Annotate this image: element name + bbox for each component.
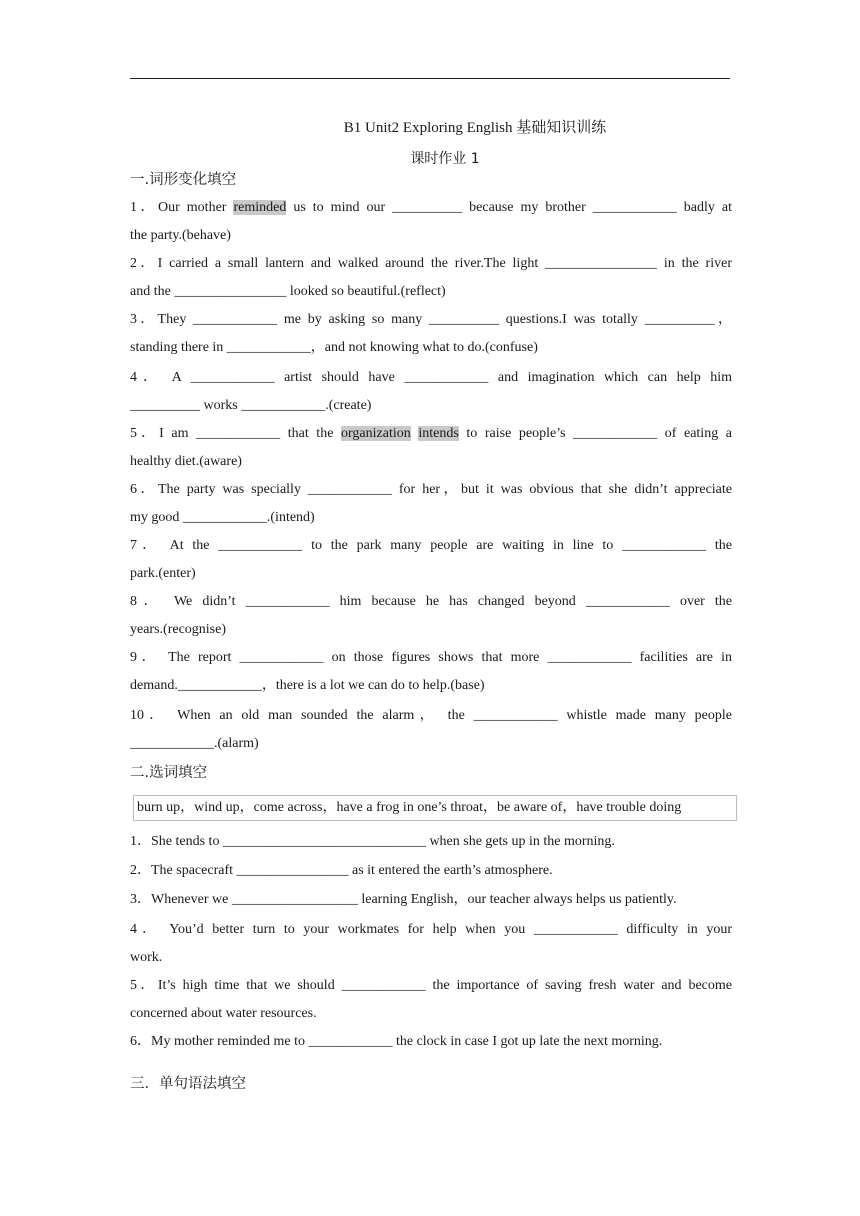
question-line <box>130 644 732 672</box>
section1-question-2 <box>130 250 732 306</box>
highlighted-word: organization <box>341 426 411 441</box>
section1-question-5 <box>130 420 732 476</box>
question-line <box>130 672 732 700</box>
question-line <box>130 702 732 730</box>
section2-heading: 二.选词填空 <box>130 765 208 781</box>
section1-question-3 <box>130 306 732 362</box>
question-text: 10． When an old man sounded the alarm， the ____________ whistle made many people <box>130 708 732 723</box>
highlighted-word: intends <box>418 426 459 441</box>
page-title: B1 Unit2 Exploring English 基础知识训练 <box>343 120 607 136</box>
section1-question-9 <box>130 644 732 700</box>
section1-question-6 <box>130 476 732 532</box>
question-text: demand.____________，there is a lot we can do to help.(base) <box>130 678 485 693</box>
section2-question-6 <box>130 1028 732 1056</box>
question-text: my good ____________.(intend) <box>130 510 315 525</box>
question-line <box>130 194 732 222</box>
question-line <box>130 730 732 758</box>
section1-question-7 <box>130 532 732 588</box>
question-line <box>130 857 732 885</box>
question-line <box>130 588 732 616</box>
question-line <box>130 1000 732 1028</box>
question-text: to raise people’s ____________ of eating a <box>458 426 732 441</box>
question-text: 1．Our mother <box>130 200 234 215</box>
header-rule <box>130 78 730 79</box>
section1-question-8 <box>130 588 732 644</box>
question-text: and the ________________ looked so beautiful.(reflect) <box>130 284 446 299</box>
question-line <box>130 334 732 362</box>
question-line <box>130 1028 732 1056</box>
page-subtitle: 课时作业 1 <box>410 151 480 167</box>
question-line <box>130 828 732 856</box>
highlighted-word: reminded <box>233 200 287 215</box>
question-line <box>130 972 732 1000</box>
question-line <box>130 504 732 532</box>
section1-question-1 <box>130 194 732 250</box>
question-line <box>130 222 732 250</box>
question-text: 9． The report ____________ on those figures shows that more ____________ facilities are in <box>130 650 732 665</box>
question-text: 3．They ____________ me by asking so many __________ questions.I was totally __________， <box>130 312 732 327</box>
question-text: work. <box>130 950 163 965</box>
question-line <box>130 448 732 476</box>
section1-heading: 一.词形变化填空 <box>130 172 237 188</box>
question-line <box>130 278 732 306</box>
question-line <box>130 916 732 944</box>
question-text: 7． At the ____________ to the park many people are waiting in line to ____________ the <box>130 538 732 553</box>
question-text: 4． You’d better turn to your workmates for help when you ____________ difficulty in your <box>130 922 732 937</box>
question-line <box>130 306 732 334</box>
section2-question-5 <box>130 972 732 1028</box>
question-text: us to mind our __________ because my brother ____________ badly at <box>286 200 732 215</box>
question-text: __________ works ____________.(create) <box>130 398 372 413</box>
question-text: 2．The spacecraft ________________ as it entered the earth’s atmosphere. <box>130 863 553 878</box>
section2-question-1 <box>130 828 732 856</box>
question-text: 4． A ____________ artist should have ____________ and imagination which can help him <box>130 370 732 385</box>
question-line <box>130 392 732 420</box>
section2-question-3 <box>130 886 732 914</box>
question-line <box>130 250 732 278</box>
question-text: 6．My mother reminded me to ____________ the clock in case I got up late the next morning. <box>130 1034 663 1049</box>
question-text: 5．It’s high time that we should ____________ the importance of saving fresh water and become <box>130 978 732 993</box>
question-text: 8． We didn’t ____________ him because he has changed beyond ____________ over the <box>130 594 732 609</box>
question-line <box>130 420 732 448</box>
question-text: 5．I am ____________ that the <box>130 426 342 441</box>
question-line <box>130 944 732 972</box>
question-text: concerned about water resources. <box>130 1006 317 1021</box>
question-text: 3．Whenever we __________________ learning English，our teacher always helps us patiently. <box>130 892 677 907</box>
question-line <box>130 560 732 588</box>
question-text: 1．She tends to _____________________________ when she gets up in the morning. <box>130 834 615 849</box>
question-text: 2．I carried a small lantern and walked around the river.The light ________________ in the river <box>130 256 732 271</box>
section2-question-4 <box>130 916 732 972</box>
question-line <box>130 532 732 560</box>
question-text: years.(recognise) <box>130 622 227 637</box>
section2-question-2 <box>130 857 732 885</box>
question-line <box>130 476 732 504</box>
question-line <box>130 364 732 392</box>
question-text: 6．The party was specially ____________ for her，but it was obvious that she didn’t appreciate <box>130 482 732 497</box>
question-text: ____________.(alarm) <box>130 736 259 751</box>
question-line <box>130 616 732 644</box>
section3-heading: 三．单句语法填空 <box>130 1076 246 1092</box>
word-bank-box: burn up，wind up，come across，have a frog in one’s throat，be aware of，have trouble doing <box>133 795 737 821</box>
question-line <box>130 886 732 914</box>
section1-question-4 <box>130 364 732 420</box>
section1-question-10 <box>130 702 732 758</box>
question-text: the party.(behave) <box>130 228 231 243</box>
question-text: standing there in ____________，and not knowing what to do.(confuse) <box>130 340 538 355</box>
question-text: park.(enter) <box>130 566 196 581</box>
question-text: healthy diet.(aware) <box>130 454 242 469</box>
